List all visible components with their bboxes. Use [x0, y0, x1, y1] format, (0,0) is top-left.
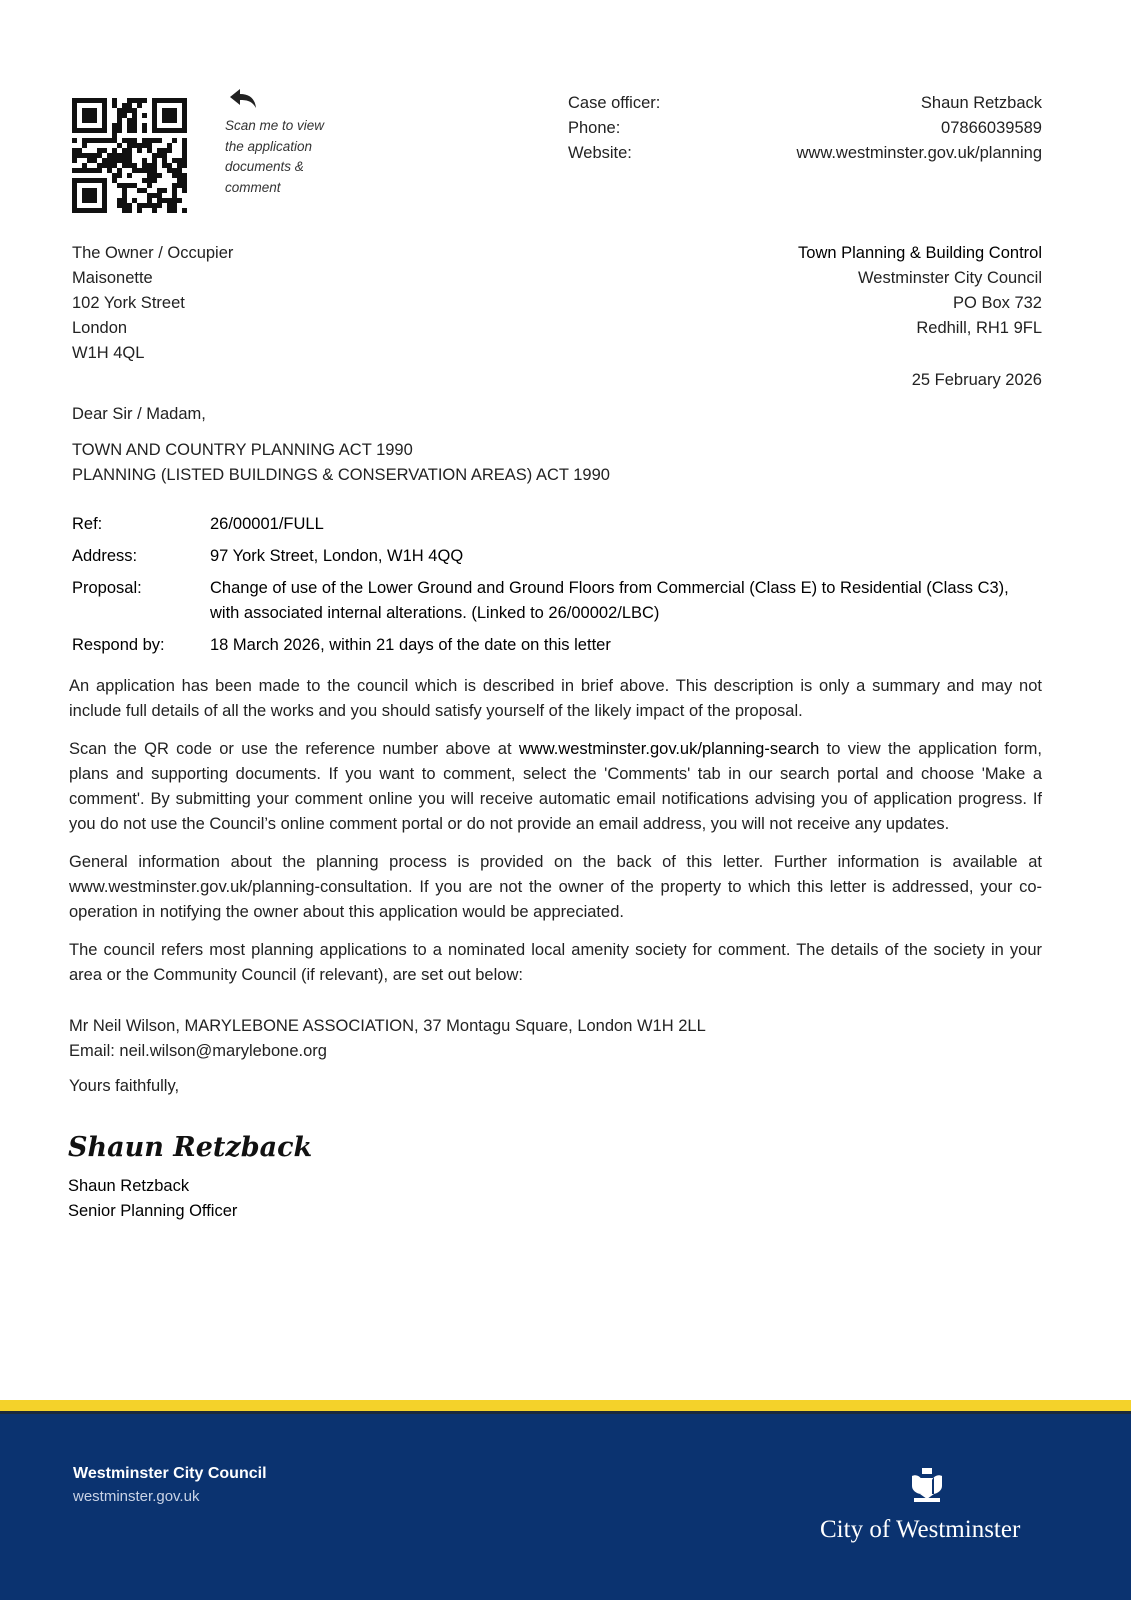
address-line: PO Box 732	[953, 294, 1042, 312]
address-line: 102 York Street	[72, 294, 185, 312]
respond-by-value: 18 March 2026, within 21 days of the date on this letter	[210, 636, 611, 654]
contact-row	[568, 116, 1042, 141]
footer-org-name: Westminster City Council	[73, 1465, 267, 1482]
acts	[72, 438, 610, 488]
detail-row	[72, 576, 1042, 626]
footer-yellow-stripe	[0, 1400, 1131, 1411]
planning-search-link[interactable]: www.westminster.gov.uk/planning-search	[518, 740, 820, 758]
address-line: W1H 4QL	[72, 344, 145, 362]
contact-row	[568, 141, 1042, 166]
qr-caption-line: comment	[225, 179, 281, 195]
detail-label: Proposal:	[72, 579, 142, 597]
city-of-westminster-logo: City of Westminster	[820, 1516, 1021, 1543]
detail-row	[72, 512, 1042, 537]
contact-label: Phone:	[568, 119, 621, 137]
letter-body	[69, 674, 1042, 1099]
qr-caption-line: the application	[225, 138, 313, 154]
letter-date: 25 February 2026	[911, 371, 1042, 389]
address-line: Redhill, RH1 9FL	[916, 319, 1042, 337]
society-email[interactable]: Email: neil.wilson@marylebone.org	[69, 1042, 327, 1060]
qr-caption	[225, 116, 324, 198]
detail-label: Respond by:	[72, 636, 165, 654]
address-line: The Owner / Occupier	[72, 244, 234, 262]
qr-caption-line: documents &	[225, 159, 304, 174]
ref-value: 26/00001/FULL	[210, 515, 324, 533]
act-line: TOWN AND COUNTRY PLANNING ACT 1990	[72, 441, 413, 459]
society-details: Mr Neil Wilson, MARYLEBONE ASSOCIATION, 37 Montagu Square, London W1H 2LL	[69, 1017, 706, 1035]
paragraph	[69, 737, 1042, 837]
application-details	[72, 512, 1042, 665]
text: to view the application form, plans and supporting documents. If you want to comment, select the 'Comments' tab in our search portal and choose 'Make a comment'. By submitting your comment online you will receive automatic email notifications advising you of application progress. If you do not use the Council’s online comment portal or do not provide an email address, you will not receive any updates.	[69, 740, 1042, 833]
sender-address	[798, 241, 1042, 341]
qr-code[interactable]	[72, 98, 187, 213]
sender-department: Town Planning & Building Control	[798, 244, 1042, 262]
signatory	[68, 1174, 237, 1224]
website-link[interactable]: www.westminster.gov.uk/planning	[796, 144, 1042, 162]
contact-block	[568, 91, 1042, 166]
reply-arrow-icon	[228, 88, 258, 115]
contact-label: Website:	[568, 144, 632, 162]
salutation: Dear Sir / Madam,	[72, 405, 206, 423]
address-line: London	[72, 319, 128, 337]
address-line: Maisonette	[72, 269, 153, 287]
qr-caption-line: Scan me to view	[225, 118, 325, 133]
handwritten-signature: Shaun Retzback	[68, 1132, 313, 1163]
signatory-name: Shaun Retzback	[68, 1177, 190, 1195]
detail-label: Address:	[72, 547, 138, 565]
detail-row	[72, 633, 1042, 658]
text: Scan the QR code or use the reference number above at	[69, 740, 519, 758]
paragraph: The council refers most planning applications to a nominated local amenity society for comment. The details of the society in your area or the Community Council (if relevant), are set out below:	[69, 941, 1042, 984]
address-value: 97 York Street, London, W1H 4QQ	[210, 547, 464, 565]
contact-row	[568, 91, 1042, 116]
detail-label: Ref:	[72, 515, 103, 533]
proposal-value: Change of use of the Lower Ground and Ground Floors from Commercial (Class E) to Residential (Class C3), with associated internal alterations. (Linked to 26/00002/LBC)	[210, 579, 1009, 622]
paragraph: General information about the planning process is provided on the back of this letter. Further information is available at www.westminster.gov.uk/planning-consultation. If you are not the owner of the property to which this letter is addressed, your co-operation in notifying the owner about this application would be appreciated.	[69, 853, 1042, 921]
footer-band	[0, 1414, 1131, 1600]
crest-icon	[904, 1466, 950, 1511]
paragraph: An application has been made to the council which is described in brief above. This description is only a summary and may not include full details of all the works and you should satisfy yourself of the likely impact of the proposal.	[69, 677, 1042, 720]
contact-label: Case officer:	[568, 94, 661, 112]
act-line: PLANNING (LISTED BUILDINGS & CONSERVATION AREAS) ACT 1990	[72, 466, 610, 484]
detail-row	[72, 544, 1042, 569]
footer-url[interactable]: westminster.gov.uk	[73, 1488, 200, 1505]
phone-value[interactable]: 07866039589	[941, 119, 1042, 137]
signatory-title: Senior Planning Officer	[68, 1202, 238, 1220]
closing: Yours faithfully,	[69, 1077, 180, 1095]
case-officer-value: Shaun Retzback	[920, 94, 1042, 112]
address-line: Westminster City Council	[858, 269, 1042, 287]
recipient-address	[72, 241, 233, 366]
